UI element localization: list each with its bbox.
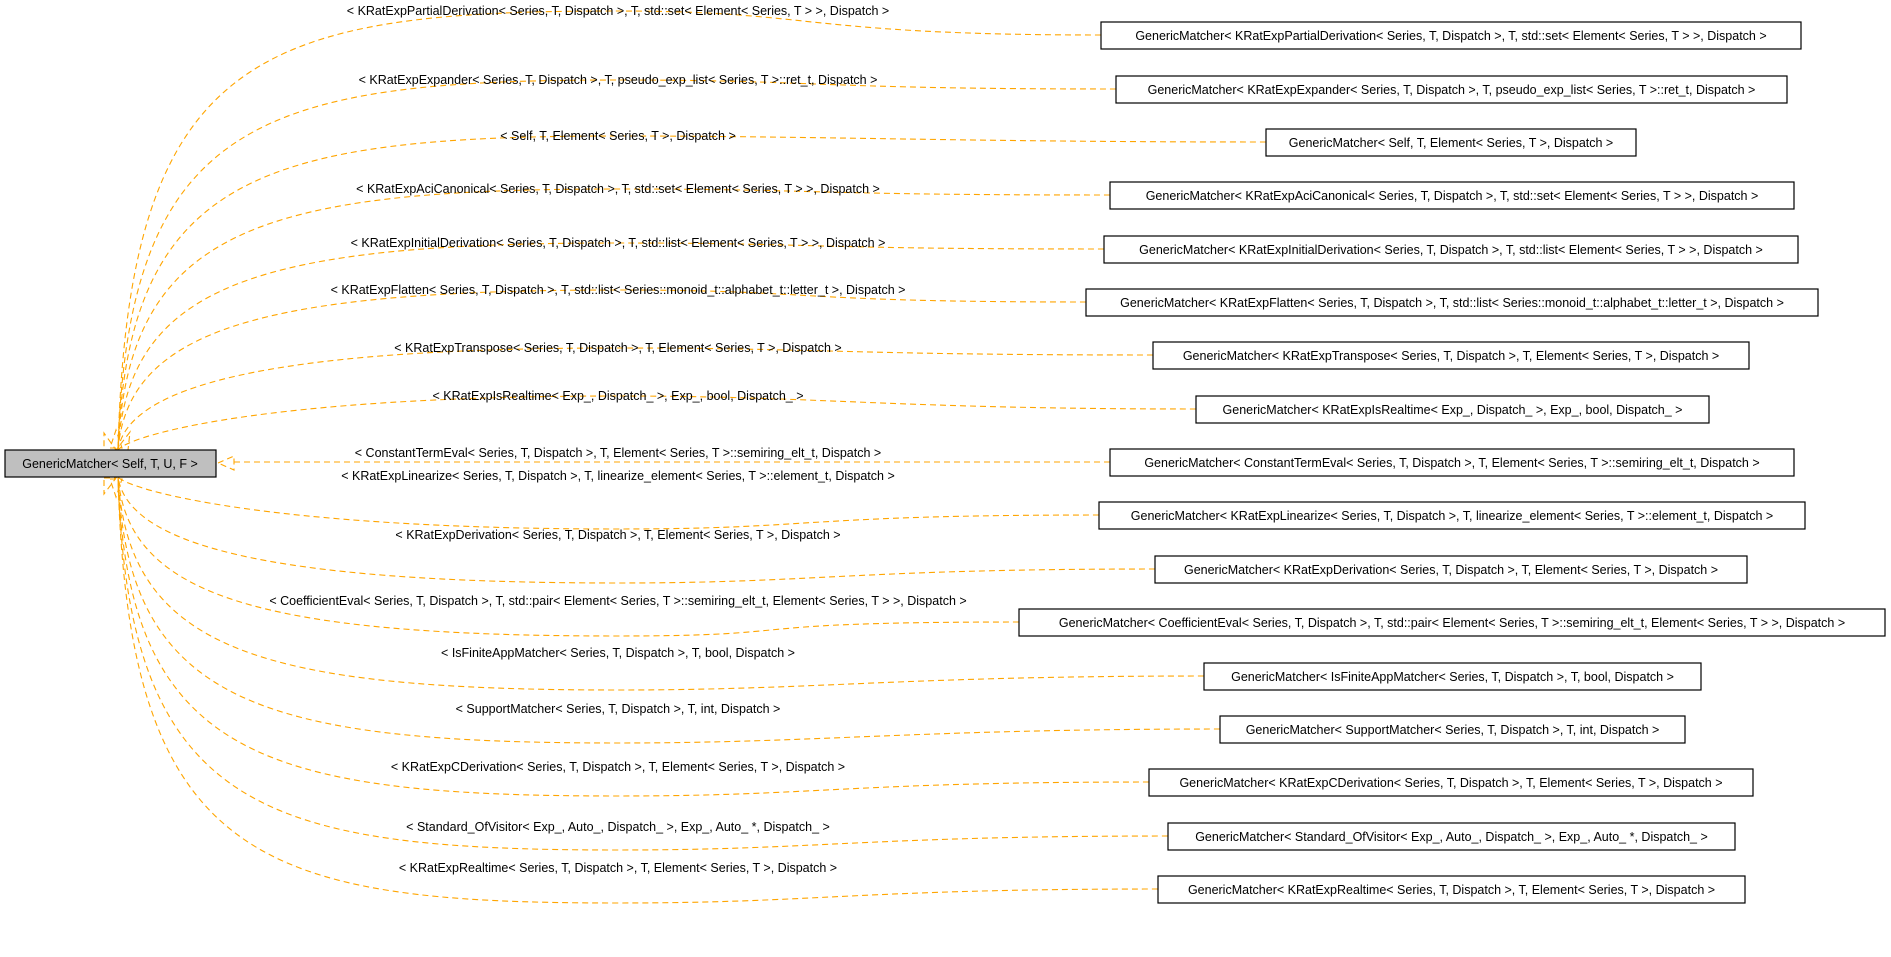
edge-template-label: < KRatExpTranspose< Series, T, Dispatch >, T, Element< Series, T >, Dispatch > xyxy=(394,341,842,355)
derived-class-label: GenericMatcher< KRatExpDerivation< Series, T, Dispatch >, T, Element< Series, T >, Dispatch > xyxy=(1183,563,1719,577)
edge-template-label: < KRatExpPartialDerivation< Series, T, Dispatch >, T, std::set< Element< Series, T > >, Dispatch > xyxy=(346,4,890,18)
derived-class-label: GenericMatcher< KRatExpLinearize< Series, T, Dispatch >, T, linearize_element< Series, T >::element_t, Dispatch > xyxy=(1130,509,1774,523)
edge-label-layer xyxy=(269,4,966,875)
edge-template-label: < KRatExpIsRealtime< Exp_, Dispatch_ >, Exp_, bool, Dispatch_ > xyxy=(432,389,804,403)
derived-class-node[interactable] xyxy=(1116,76,1787,103)
edge-template-label: < KRatExpRealtime< Series, T, Dispatch >, T, Element< Series, T >, Dispatch > xyxy=(398,861,838,875)
derived-class-node[interactable] xyxy=(1155,556,1747,583)
inheritance-edge xyxy=(118,189,1110,450)
derived-class-label: GenericMatcher< KRatExpFlatten< Series, T, Dispatch >, T, std::list< Series::monoid_t::alphabet_t::letter_t >, Dispatch > xyxy=(1120,296,1784,310)
edge-template-label: < SupportMatcher< Series, T, Dispatch >, T, int, Dispatch > xyxy=(455,702,781,716)
derived-class-label: GenericMatcher< ConstantTermEval< Series, T, Dispatch >, T, Element< Series, T >::semiring_elt_t, Dispatch > xyxy=(1144,456,1760,470)
derived-class-label: GenericMatcher< KRatExpIsRealtime< Exp_, Dispatch_ >, Exp_, bool, Dispatch_ > xyxy=(1222,403,1683,417)
edge-template-label: < KRatExpAciCanonical< Series, T, Dispatch >, T, std::set< Element< Series, T > >, Dispatch > xyxy=(356,182,880,196)
edge-template-label: < Self, T, Element< Series, T >, Dispatch > xyxy=(500,129,736,143)
derived-class-label: GenericMatcher< Self, T, Element< Series, T >, Dispatch > xyxy=(1288,136,1614,150)
edge-template-label: < KRatExpExpander< Series, T, Dispatch >, T, pseudo_exp_list< Series, T >::ret_t, Dispatch > xyxy=(358,73,878,87)
edge-template-label: < KRatExpDerivation< Series, T, Dispatch >, T, Element< Series, T >, Dispatch > xyxy=(395,528,841,542)
derived-class-node[interactable] xyxy=(1149,769,1753,796)
edge-template-label: < KRatExpCDerivation< Series, T, Dispatch >, T, Element< Series, T >, Dispatch > xyxy=(390,760,846,774)
inheritance-edge xyxy=(118,477,1019,636)
base-class-node[interactable] xyxy=(5,450,216,477)
edge-template-label: < Standard_OfVisitor< Exp_, Auto_, Dispatch_ >, Exp_, Auto_ *, Dispatch_ > xyxy=(406,820,830,834)
edge-template-label: < ConstantTermEval< Series, T, Dispatch >, T, Element< Series, T >::semiring_elt_t, Dispatch > xyxy=(354,446,882,460)
derived-class-node[interactable] xyxy=(1086,289,1818,316)
derived-class-node[interactable] xyxy=(1204,663,1701,690)
inheritance-edge xyxy=(118,396,1196,450)
derived-class-node[interactable] xyxy=(1110,182,1794,209)
edge-template-label: < CoefficientEval< Series, T, Dispatch >, T, std::pair< Element< Series, T >::semiring_elt_t, Element< Series, T > >, Dispatch > xyxy=(269,594,967,608)
edge-template-label: < KRatExpLinearize< Series, T, Dispatch >, T, linearize_element< Series, T >::element_t, Dispatch > xyxy=(341,469,895,483)
derived-class-node[interactable] xyxy=(1110,449,1794,476)
derived-class-node[interactable] xyxy=(1099,502,1805,529)
derived-class-node[interactable] xyxy=(1019,609,1885,636)
arrowhead-icon xyxy=(218,456,234,470)
derived-class-node[interactable] xyxy=(1153,342,1749,369)
derived-class-label: GenericMatcher< SupportMatcher< Series, T, Dispatch >, T, int, Dispatch > xyxy=(1245,723,1660,737)
edge-template-label: < IsFiniteAppMatcher< Series, T, Dispatch >, T, bool, Dispatch > xyxy=(441,646,795,660)
derived-class-label: GenericMatcher< KRatExpAciCanonical< Series, T, Dispatch >, T, std::set< Element< Series, T > >, Dispatch > xyxy=(1145,189,1759,203)
derived-class-label: GenericMatcher< KRatExpRealtime< Series, T, Dispatch >, T, Element< Series, T >, Dispatch > xyxy=(1187,883,1716,897)
derived-class-label: GenericMatcher< IsFiniteAppMatcher< Series, T, Dispatch >, T, bool, Dispatch > xyxy=(1231,670,1674,684)
derived-class-node[interactable] xyxy=(1266,129,1636,156)
derived-class-node[interactable] xyxy=(1168,823,1735,850)
derived-class-label: GenericMatcher< Standard_OfVisitor< Exp_, Auto_, Dispatch_ >, Exp_, Auto_ *, Dispatch_ > xyxy=(1195,830,1708,844)
derived-class-label: GenericMatcher< CoefficientEval< Series, T, Dispatch >, T, std::pair< Element< Series, T >::semiring_elt_t, Element< Series, T > >, Dispatch > xyxy=(1058,616,1846,630)
derived-class-label: GenericMatcher< KRatExpExpander< Series, T, Dispatch >, T, pseudo_exp_list< Series, T >::ret_t, Dispatch > xyxy=(1147,83,1756,97)
derived-class-label: GenericMatcher< KRatExpInitialDerivation< Series, T, Dispatch >, T, std::list< Element< Series, T > >, Dispatch > xyxy=(1139,243,1763,257)
inheritance-edge xyxy=(118,477,1149,796)
derived-class-label: GenericMatcher< KRatExpTranspose< Series, T, Dispatch >, T, Element< Series, T >, Dispatch > xyxy=(1182,349,1720,363)
inheritance-edge xyxy=(118,477,1099,529)
arrowhead-icon xyxy=(110,430,122,448)
derived-class-node[interactable] xyxy=(1220,716,1685,743)
derived-class-node[interactable] xyxy=(1101,22,1801,49)
derived-class-label: GenericMatcher< KRatExpPartialDerivation< Series, T, Dispatch >, T, std::set< Element< Series, T > >, Dispatch > xyxy=(1135,29,1767,43)
arrowhead-icon xyxy=(104,478,116,494)
derived-class-node[interactable] xyxy=(1196,396,1709,423)
base-class-label: GenericMatcher< Self, T, U, F > xyxy=(22,457,198,471)
derived-class-node[interactable] xyxy=(1158,876,1745,903)
edge-template-label: < KRatExpInitialDerivation< Series, T, Dispatch >, T, std::list< Element< Series, T > >, Dispatch > xyxy=(350,236,886,250)
derived-class-node[interactable] xyxy=(1104,236,1798,263)
derived-class-label: GenericMatcher< KRatExpCDerivation< Series, T, Dispatch >, T, Element< Series, T >, Dispatch > xyxy=(1179,776,1723,790)
edge-template-label: < KRatExpFlatten< Series, T, Dispatch >, T, std::list< Series::monoid_t::alphabet_t::letter_t >, Dispatch > xyxy=(330,283,906,297)
